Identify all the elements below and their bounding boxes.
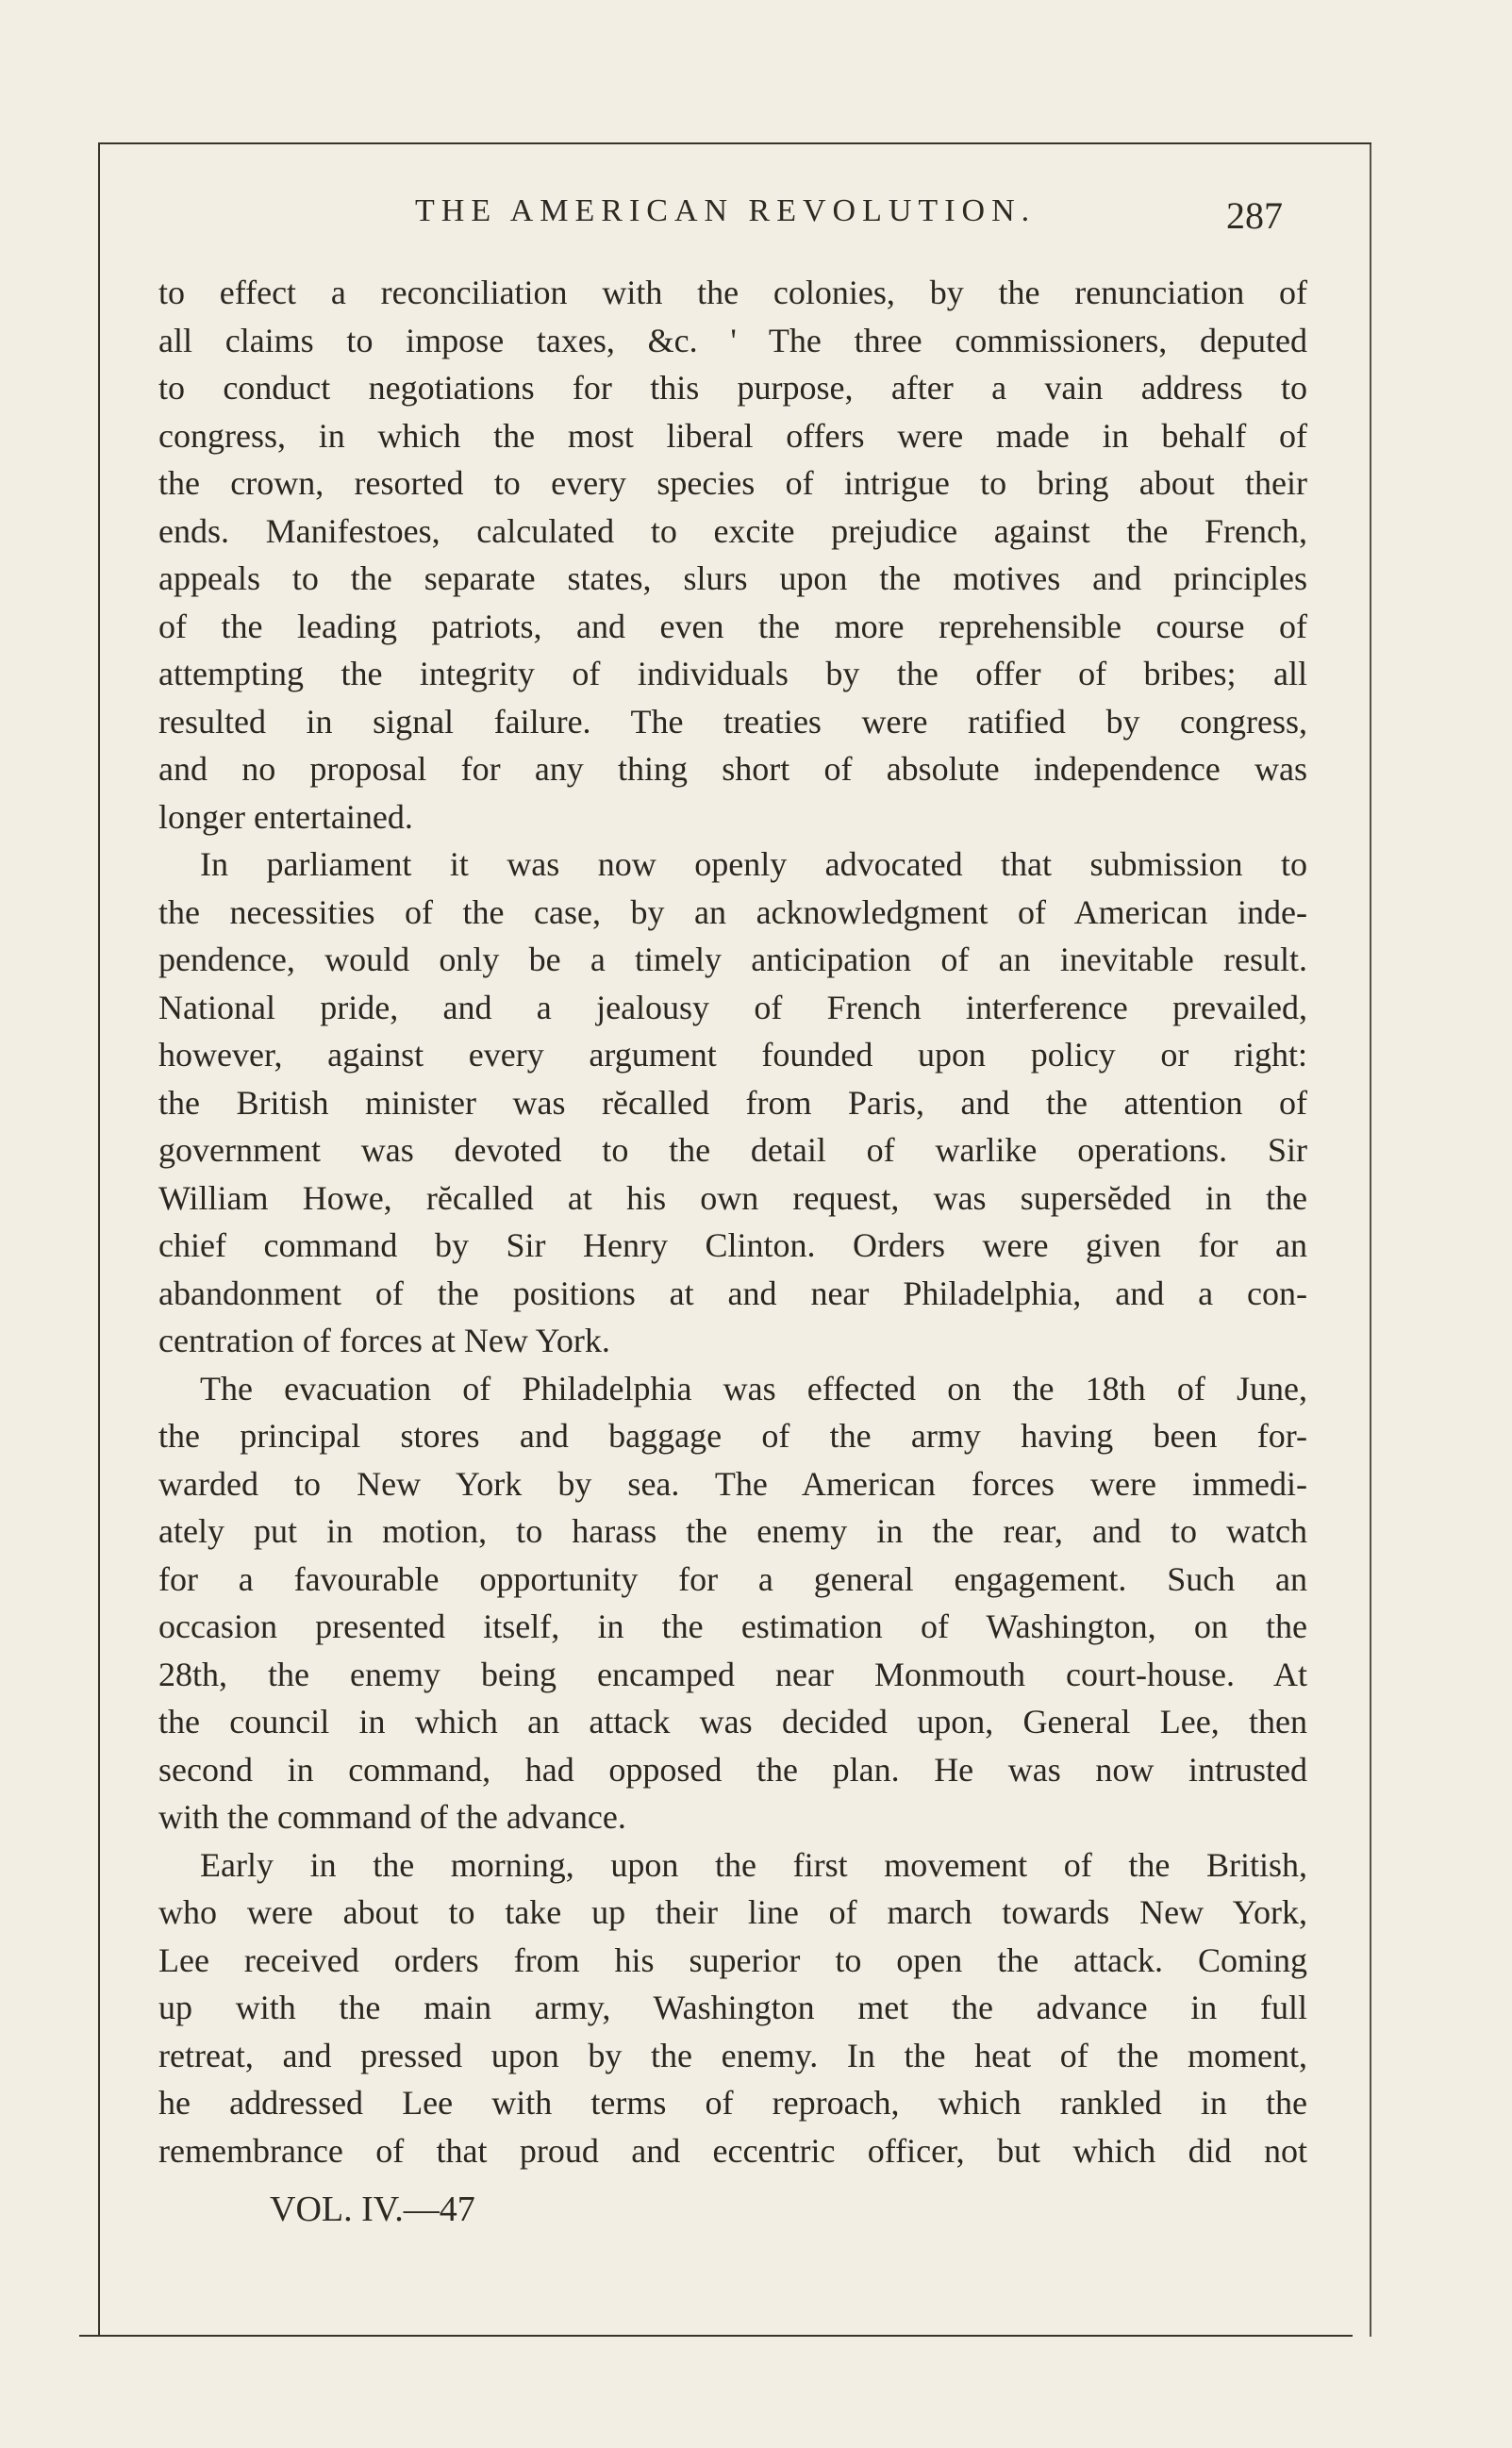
text-line: all claims to impose taxes, &c. ' The three commissioners, deputed	[158, 321, 1307, 359]
text-line: the British minister was rĕcalled from Paris, and the attention of	[158, 1083, 1307, 1122]
text-line: to effect a reconciliation with the colonies, by the renunciation of	[158, 274, 1307, 311]
body-text	[158, 269, 1307, 2174]
text-line: appeals to the separate states, slurs upon the motives and principles	[158, 559, 1307, 597]
text-line: he addressed Lee with terms of reproach, which rankled in the	[158, 2084, 1307, 2122]
text-line: ately put in motion, to harass the enemy in the rear, and to watch	[158, 1512, 1307, 1550]
text-line: Lee received orders from his superior to open the attack. Coming	[158, 1940, 1307, 1979]
text-line: pendence, would only be a timely anticipation of an inevitable result.	[158, 941, 1307, 978]
text-line: Early in the morning, upon the first movement of the British,	[200, 1845, 1307, 1884]
text-line: congress, in which the most liberal offers were made in behalf of	[158, 416, 1307, 455]
text-line: up with the main army, Washington met the advance in full	[158, 1989, 1307, 2026]
text-line: The evacuation of Philadelphia was effected on the 18th of June,	[200, 1369, 1307, 1407]
text-line: for a favourable opportunity for a general engagement. Such an	[158, 1559, 1307, 1598]
page-frame-left-rule	[98, 142, 100, 2337]
text-line: the council in which an attack was decided upon, General Lee, then	[158, 1703, 1307, 1740]
text-line: however, against every argument founded upon policy or right:	[158, 1036, 1307, 1074]
page-frame-right-rule	[1370, 144, 1371, 2337]
text-line: William Howe, rĕcalled at his own request, was supersĕded in the	[158, 1178, 1307, 1217]
text-line: who were about to take up their line of march towards New York,	[158, 1893, 1307, 1931]
text-line: abandonment of the positions at and near Philadelphia, and a con-	[158, 1274, 1307, 1312]
page-number: 287	[1226, 194, 1283, 237]
text-line: remembrance of that proud and eccentric officer, but which did not	[158, 2131, 1307, 2170]
text-line: attempting the integrity of individuals by the offer of bribes; all	[158, 655, 1307, 692]
text-line: centration of forces at New York.	[158, 1322, 610, 1359]
page-frame-bottom-rule	[79, 2335, 1353, 2337]
text-line: of the leading patriots, and even the more reprehensible course of	[158, 607, 1307, 645]
text-line: 28th, the enemy being encamped near Monmouth court-house. At	[158, 1655, 1307, 1693]
text-line: warded to New York by sea. The American forces were immedi-	[158, 1464, 1307, 1503]
text-line: chief command by Sir Henry Clinton. Orders were given for an	[158, 1226, 1307, 1264]
text-line: the crown, resorted to every species of intrigue to bring about their	[158, 464, 1307, 502]
text-line: longer entertained.	[158, 797, 413, 836]
text-line: retreat, and pressed upon by the enemy. In the heat of the moment,	[158, 2036, 1307, 2074]
running-title: THE AMERICAN REVOLUTION.	[415, 193, 1037, 228]
signature-mark: VOL. IV.—47	[270, 2190, 475, 2229]
text-line: with the command of the advance.	[158, 1798, 626, 1836]
text-line: the necessities of the case, by an acknowledgment of American inde-	[158, 892, 1307, 931]
text-line: National pride, and a jealousy of French interference prevailed,	[158, 988, 1307, 1026]
text-line: government was devoted to the detail of warlike operations. Sir	[158, 1131, 1307, 1169]
text-line: occasion presented itself, in the estimation of Washington, on the	[158, 1607, 1307, 1645]
text-line: the principal stores and baggage of the army having been for-	[158, 1417, 1307, 1455]
text-line: ends. Manifestoes, calculated to excite prejudice against the French,	[158, 511, 1307, 550]
text-line: second in command, had opposed the plan. He was now intrusted	[158, 1750, 1307, 1789]
text-line: to conduct negotiations for this purpose, after a vain address to	[158, 369, 1307, 407]
text-line: In parliament it was now openly advocated that submission to	[200, 845, 1307, 883]
text-line: resulted in signal failure. The treaties were ratified by congress,	[158, 702, 1307, 741]
text-line: and no proposal for any thing short of absolute independence was	[158, 750, 1307, 788]
page-frame-top-rule	[98, 142, 1371, 144]
